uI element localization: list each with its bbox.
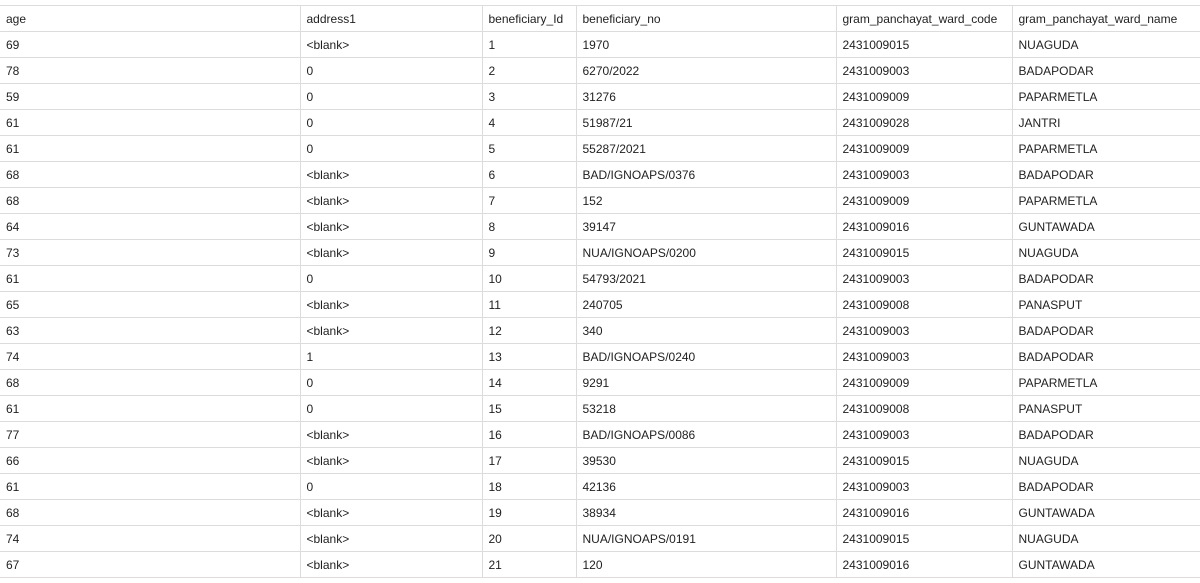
cell-age[interactable]: 61 <box>0 136 300 162</box>
cell-beneficiary-no[interactable]: 38934 <box>576 500 836 526</box>
table-row[interactable] <box>0 422 1200 448</box>
table-row[interactable] <box>0 370 1200 396</box>
cell-ward-name[interactable]: PANASPUT <box>1012 292 1200 318</box>
cell-ward-name[interactable]: JANTRI <box>1012 110 1200 136</box>
cell-beneficiary-id[interactable]: 8 <box>482 214 576 240</box>
table-row[interactable] <box>0 162 1200 188</box>
cell-beneficiary-no[interactable]: 152 <box>576 188 836 214</box>
cell-address1[interactable]: 0 <box>300 84 482 110</box>
cell-ward-name[interactable]: PAPARMETLA <box>1012 136 1200 162</box>
cell-ward-name[interactable]: PAPARMETLA <box>1012 84 1200 110</box>
cell-ward-code[interactable]: 2431009003 <box>836 422 1012 448</box>
cell-ward-name[interactable]: GUNTAWADA <box>1012 500 1200 526</box>
cell-beneficiary-id[interactable]: 14 <box>482 370 576 396</box>
cell-ward-code[interactable]: 2431009016 <box>836 500 1012 526</box>
cell-ward-code[interactable]: 2431009003 <box>836 344 1012 370</box>
cell-beneficiary-id[interactable]: 12 <box>482 318 576 344</box>
cell-beneficiary-no[interactable]: 340 <box>576 318 836 344</box>
cell-age[interactable]: 68 <box>0 162 300 188</box>
cell-age[interactable]: 68 <box>0 188 300 214</box>
cell-beneficiary-no[interactable]: NUA/IGNOAPS/0200 <box>576 240 836 266</box>
table-row[interactable] <box>0 448 1200 474</box>
cell-beneficiary-no[interactable]: 54793/2021 <box>576 266 836 292</box>
cell-beneficiary-id[interactable]: 7 <box>482 188 576 214</box>
cell-age[interactable]: 65 <box>0 292 300 318</box>
cell-beneficiary-id[interactable]: 11 <box>482 292 576 318</box>
cell-beneficiary-id[interactable]: 10 <box>482 266 576 292</box>
cell-ward-code[interactable]: 2431009003 <box>836 318 1012 344</box>
cell-ward-name[interactable]: BADAPODAR <box>1012 318 1200 344</box>
cell-beneficiary-id[interactable]: 19 <box>482 500 576 526</box>
cell-beneficiary-id[interactable]: 18 <box>482 474 576 500</box>
cell-beneficiary-id[interactable]: 1 <box>482 32 576 58</box>
cell-age[interactable]: 61 <box>0 266 300 292</box>
cell-ward-code[interactable]: 2431009008 <box>836 292 1012 318</box>
table-row[interactable] <box>0 110 1200 136</box>
cell-ward-name[interactable]: BADAPODAR <box>1012 422 1200 448</box>
cell-address1[interactable]: <blank> <box>300 500 482 526</box>
cell-age[interactable]: 66 <box>0 448 300 474</box>
cell-age[interactable]: 67 <box>0 552 300 578</box>
table-row[interactable] <box>0 136 1200 162</box>
table-row[interactable] <box>0 344 1200 370</box>
cell-address1[interactable]: <blank> <box>300 292 482 318</box>
column-header-beneficiary-no[interactable]: beneficiary_no <box>576 6 836 32</box>
cell-address1[interactable]: <blank> <box>300 526 482 552</box>
cell-address1[interactable]: <blank> <box>300 318 482 344</box>
cell-beneficiary-id[interactable]: 2 <box>482 58 576 84</box>
cell-address1[interactable]: <blank> <box>300 188 482 214</box>
cell-address1[interactable]: 0 <box>300 474 482 500</box>
cell-beneficiary-no[interactable]: 53218 <box>576 396 836 422</box>
cell-beneficiary-no[interactable]: BAD/IGNOAPS/0086 <box>576 422 836 448</box>
cell-ward-code[interactable]: 2431009009 <box>836 84 1012 110</box>
cell-beneficiary-id[interactable]: 4 <box>482 110 576 136</box>
data-table <box>0 5 1200 578</box>
cell-beneficiary-no[interactable]: 39147 <box>576 214 836 240</box>
cell-beneficiary-id[interactable]: 13 <box>482 344 576 370</box>
cell-address1[interactable]: <blank> <box>300 552 482 578</box>
table-row[interactable] <box>0 526 1200 552</box>
cell-address1[interactable]: <blank> <box>300 162 482 188</box>
cell-ward-name[interactable]: BADAPODAR <box>1012 58 1200 84</box>
cell-ward-name[interactable]: BADAPODAR <box>1012 474 1200 500</box>
table-row[interactable] <box>0 500 1200 526</box>
cell-beneficiary-no[interactable]: 55287/2021 <box>576 136 836 162</box>
cell-ward-name[interactable]: NUAGUDA <box>1012 240 1200 266</box>
cell-ward-name[interactable]: GUNTAWADA <box>1012 214 1200 240</box>
cell-beneficiary-no[interactable]: 39530 <box>576 448 836 474</box>
cell-ward-code[interactable]: 2431009009 <box>836 370 1012 396</box>
cell-address1[interactable]: 0 <box>300 266 482 292</box>
cell-beneficiary-id[interactable]: 9 <box>482 240 576 266</box>
cell-ward-code[interactable]: 2431009028 <box>836 110 1012 136</box>
cell-beneficiary-no[interactable]: 6270/2022 <box>576 58 836 84</box>
cell-ward-name[interactable]: PAPARMETLA <box>1012 188 1200 214</box>
cell-beneficiary-no[interactable]: 240705 <box>576 292 836 318</box>
column-header-address1[interactable]: address1 <box>300 6 482 32</box>
table-row[interactable] <box>0 318 1200 344</box>
cell-beneficiary-no[interactable]: BAD/IGNOAPS/0376 <box>576 162 836 188</box>
cell-age[interactable]: 64 <box>0 214 300 240</box>
cell-beneficiary-id[interactable]: 16 <box>482 422 576 448</box>
table-row[interactable] <box>0 214 1200 240</box>
cell-age[interactable]: 74 <box>0 344 300 370</box>
cell-beneficiary-id[interactable]: 3 <box>482 84 576 110</box>
table-row[interactable] <box>0 84 1200 110</box>
cell-address1[interactable]: 0 <box>300 396 482 422</box>
cell-ward-code[interactable]: 2431009015 <box>836 526 1012 552</box>
cell-ward-name[interactable]: NUAGUDA <box>1012 526 1200 552</box>
cell-ward-code[interactable]: 2431009003 <box>836 58 1012 84</box>
cell-age[interactable]: 59 <box>0 84 300 110</box>
cell-age[interactable]: 73 <box>0 240 300 266</box>
cell-age[interactable]: 61 <box>0 110 300 136</box>
cell-address1[interactable]: <blank> <box>300 32 482 58</box>
cell-age[interactable]: 61 <box>0 396 300 422</box>
cell-address1[interactable]: 0 <box>300 136 482 162</box>
cell-beneficiary-id[interactable]: 5 <box>482 136 576 162</box>
cell-age[interactable]: 63 <box>0 318 300 344</box>
cell-age[interactable]: 74 <box>0 526 300 552</box>
column-header-beneficiary-id[interactable]: beneficiary_Id <box>482 6 576 32</box>
cell-address1[interactable]: <blank> <box>300 214 482 240</box>
cell-beneficiary-no[interactable]: 1970 <box>576 32 836 58</box>
cell-ward-code[interactable]: 2431009009 <box>836 188 1012 214</box>
cell-age[interactable]: 78 <box>0 58 300 84</box>
column-header-ward-name[interactable]: gram_panchayat_ward_name <box>1012 6 1200 32</box>
table-row[interactable] <box>0 188 1200 214</box>
cell-ward-code[interactable]: 2431009003 <box>836 266 1012 292</box>
cell-address1[interactable]: 0 <box>300 110 482 136</box>
table-row[interactable] <box>0 552 1200 578</box>
cell-age[interactable]: 68 <box>0 500 300 526</box>
table-row[interactable] <box>0 58 1200 84</box>
table-row[interactable] <box>0 474 1200 500</box>
cell-ward-code[interactable]: 2431009003 <box>836 474 1012 500</box>
cell-age[interactable]: 77 <box>0 422 300 448</box>
cell-ward-name[interactable]: BADAPODAR <box>1012 344 1200 370</box>
cell-beneficiary-no[interactable]: NUA/IGNOAPS/0191 <box>576 526 836 552</box>
cell-beneficiary-no[interactable]: 51987/21 <box>576 110 836 136</box>
cell-address1[interactable]: 1 <box>300 344 482 370</box>
cell-beneficiary-no[interactable]: 31276 <box>576 84 836 110</box>
cell-ward-code[interactable]: 2431009015 <box>836 240 1012 266</box>
cell-ward-code[interactable]: 2431009009 <box>836 136 1012 162</box>
cell-ward-code[interactable]: 2431009016 <box>836 552 1012 578</box>
table-row[interactable] <box>0 240 1200 266</box>
cell-age[interactable]: 69 <box>0 32 300 58</box>
cell-address1[interactable]: 0 <box>300 370 482 396</box>
cell-address1[interactable]: <blank> <box>300 448 482 474</box>
cell-ward-code[interactable]: 2431009015 <box>836 448 1012 474</box>
cell-beneficiary-id[interactable]: 20 <box>482 526 576 552</box>
header-row <box>0 6 1200 32</box>
table-row[interactable] <box>0 292 1200 318</box>
table-row[interactable] <box>0 266 1200 292</box>
cell-address1[interactable]: 0 <box>300 58 482 84</box>
cell-ward-name[interactable]: BADAPODAR <box>1012 162 1200 188</box>
table-row[interactable] <box>0 32 1200 58</box>
cell-age[interactable]: 61 <box>0 474 300 500</box>
cell-ward-name[interactable]: PANASPUT <box>1012 396 1200 422</box>
table-row[interactable] <box>0 396 1200 422</box>
cell-beneficiary-no[interactable]: 120 <box>576 552 836 578</box>
cell-ward-name[interactable]: NUAGUDA <box>1012 448 1200 474</box>
cell-beneficiary-id[interactable]: 21 <box>482 552 576 578</box>
cell-age[interactable]: 68 <box>0 370 300 396</box>
cell-beneficiary-id[interactable]: 15 <box>482 396 576 422</box>
cell-ward-name[interactable]: PAPARMETLA <box>1012 370 1200 396</box>
cell-ward-code[interactable]: 2431009003 <box>836 162 1012 188</box>
cell-ward-name[interactable]: GUNTAWADA <box>1012 552 1200 578</box>
cell-beneficiary-id[interactable]: 17 <box>482 448 576 474</box>
cell-ward-code[interactable]: 2431009016 <box>836 214 1012 240</box>
cell-beneficiary-no[interactable]: 9291 <box>576 370 836 396</box>
column-header-age[interactable]: age <box>0 6 300 32</box>
cell-ward-code[interactable]: 2431009008 <box>836 396 1012 422</box>
cell-address1[interactable]: <blank> <box>300 240 482 266</box>
table-body <box>0 32 1200 578</box>
cell-ward-name[interactable]: NUAGUDA <box>1012 32 1200 58</box>
cell-ward-name[interactable]: BADAPODAR <box>1012 266 1200 292</box>
cell-beneficiary-no[interactable]: BAD/IGNOAPS/0240 <box>576 344 836 370</box>
column-header-ward-code[interactable]: gram_panchayat_ward_code <box>836 6 1012 32</box>
cell-beneficiary-no[interactable]: 42136 <box>576 474 836 500</box>
cell-ward-code[interactable]: 2431009015 <box>836 32 1012 58</box>
cell-beneficiary-id[interactable]: 6 <box>482 162 576 188</box>
cell-address1[interactable]: <blank> <box>300 422 482 448</box>
data-grid-container <box>0 5 1200 578</box>
